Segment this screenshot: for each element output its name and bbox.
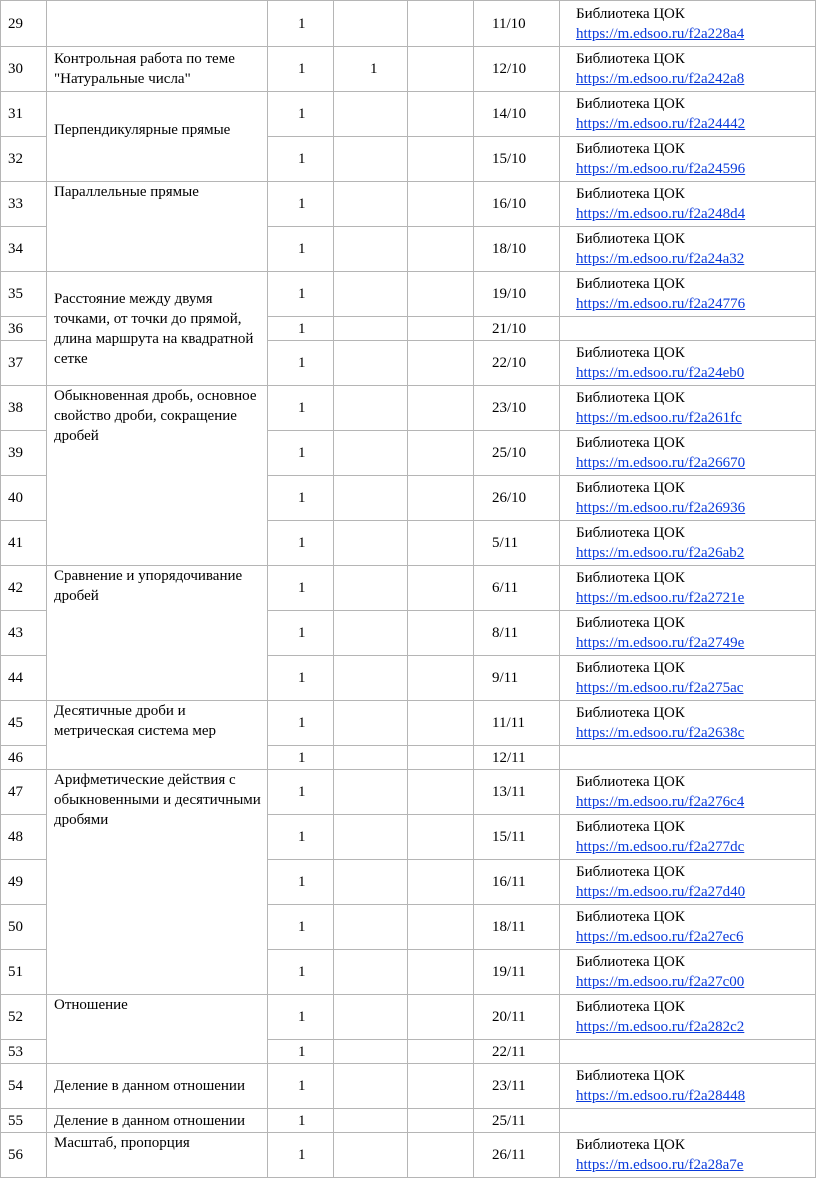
table-row bbox=[1, 182, 816, 227]
row-number: 43 bbox=[1, 611, 47, 656]
resource-link[interactable]: https://m.edsoo.ru/f2a228a4 bbox=[576, 25, 745, 42]
hours-total: 1 bbox=[268, 1064, 334, 1109]
row-number: 52 bbox=[1, 995, 47, 1040]
lesson-date: 21/10 bbox=[474, 317, 560, 341]
hours-practice bbox=[408, 1064, 474, 1109]
hours-control bbox=[334, 521, 408, 566]
digital-resource bbox=[560, 701, 816, 746]
hours-total: 1 bbox=[268, 386, 334, 431]
row-number: 40 bbox=[1, 476, 47, 521]
hours-total: 1 bbox=[268, 1133, 334, 1178]
hours-practice bbox=[408, 521, 474, 566]
digital-resource bbox=[560, 746, 816, 770]
row-number: 50 bbox=[1, 905, 47, 950]
lesson-date: 23/11 bbox=[474, 1064, 560, 1109]
table-row bbox=[1, 995, 816, 1040]
table-row bbox=[1, 92, 816, 137]
hours-total: 1 bbox=[268, 1, 334, 47]
resource-link[interactable]: https://m.edsoo.ru/f2a26936 bbox=[576, 500, 746, 516]
resource-title: Библиотека ЦОК bbox=[576, 864, 685, 880]
row-number: 35 bbox=[1, 272, 47, 317]
digital-resource bbox=[560, 341, 816, 386]
lesson-date: 12/10 bbox=[474, 47, 560, 92]
resource-title: Библиотека ЦОК bbox=[576, 909, 685, 925]
resource-link[interactable]: https://m.edsoo.ru/f2a24776 bbox=[576, 296, 746, 312]
lesson-topic: Масштаб, пропорция bbox=[47, 1133, 268, 1178]
row-number: 37 bbox=[1, 341, 47, 386]
resource-title: Библиотека ЦОК bbox=[576, 615, 685, 631]
lesson-topic bbox=[47, 1, 268, 47]
digital-resource bbox=[560, 815, 816, 860]
resource-link[interactable]: https://m.edsoo.ru/f2a27d40 bbox=[576, 884, 746, 900]
resource-title: Библиотека ЦОК bbox=[576, 5, 685, 22]
resource-title: Библиотека ЦОК bbox=[576, 435, 685, 451]
hours-total: 1 bbox=[268, 995, 334, 1040]
hours-control bbox=[334, 272, 408, 317]
digital-resource bbox=[560, 137, 816, 182]
hours-control bbox=[334, 431, 408, 476]
row-number: 41 bbox=[1, 521, 47, 566]
lesson-topic: Параллельные прямые bbox=[47, 182, 268, 272]
hours-total: 1 bbox=[268, 746, 334, 770]
lesson-topic: Арифметические действия с обыкновенными и десятичными дробями bbox=[47, 770, 268, 995]
resource-title: Библиотека ЦОК bbox=[576, 819, 685, 835]
hours-control bbox=[334, 770, 408, 815]
resource-link[interactable]: https://m.edsoo.ru/f2a26670 bbox=[576, 455, 746, 471]
lesson-topic: Контрольная работа по теме "Натуральные числа" bbox=[47, 47, 268, 92]
resource-title: Библиотека ЦОК bbox=[576, 141, 685, 157]
digital-resource bbox=[560, 1040, 816, 1064]
hours-practice bbox=[408, 1, 474, 47]
digital-resource bbox=[560, 1109, 816, 1133]
row-number: 48 bbox=[1, 815, 47, 860]
resource-title: Библиотека ЦОК bbox=[576, 276, 685, 292]
hours-control bbox=[334, 1064, 408, 1109]
resource-link[interactable]: https://m.edsoo.ru/f2a28448 bbox=[576, 1088, 746, 1104]
lesson-date: 14/10 bbox=[474, 92, 560, 137]
row-number: 39 bbox=[1, 431, 47, 476]
row-number: 32 bbox=[1, 137, 47, 182]
hours-practice bbox=[408, 905, 474, 950]
hours-control bbox=[334, 1109, 408, 1133]
hours-practice bbox=[408, 995, 474, 1040]
digital-resource bbox=[560, 386, 816, 431]
lesson-date: 15/10 bbox=[474, 137, 560, 182]
lesson-topic: Сравнение и упорядочивание дробей bbox=[47, 566, 268, 701]
lesson-date: 26/10 bbox=[474, 476, 560, 521]
row-number: 51 bbox=[1, 950, 47, 995]
resource-link[interactable]: https://m.edsoo.ru/f2a276c4 bbox=[576, 794, 745, 810]
hours-practice bbox=[408, 950, 474, 995]
hours-control bbox=[334, 317, 408, 341]
resource-link[interactable]: https://m.edsoo.ru/f2a28a7e bbox=[576, 1157, 744, 1173]
hours-total: 1 bbox=[268, 317, 334, 341]
hours-total: 1 bbox=[268, 566, 334, 611]
hours-practice bbox=[408, 815, 474, 860]
resource-title: Библиотека ЦОК bbox=[576, 774, 685, 790]
table-row bbox=[1, 47, 816, 92]
digital-resource bbox=[560, 47, 816, 92]
lesson-date: 16/11 bbox=[474, 860, 560, 905]
hours-total: 1 bbox=[268, 1040, 334, 1064]
digital-resource bbox=[560, 227, 816, 272]
resource-link[interactable]: https://m.edsoo.ru/f2a261fc bbox=[576, 410, 742, 426]
hours-total: 1 bbox=[268, 476, 334, 521]
hours-total: 1 bbox=[268, 227, 334, 272]
digital-resource bbox=[560, 272, 816, 317]
lesson-date: 13/11 bbox=[474, 770, 560, 815]
hours-control bbox=[334, 701, 408, 746]
hours-practice bbox=[408, 137, 474, 182]
digital-resource bbox=[560, 770, 816, 815]
lesson-date: 25/11 bbox=[474, 1109, 560, 1133]
hours-practice bbox=[408, 272, 474, 317]
lesson-topic: Десятичные дроби и метрическая система мер bbox=[47, 701, 268, 770]
lesson-date: 11/10 bbox=[474, 1, 560, 47]
resource-title: Библиотека ЦОК bbox=[576, 51, 685, 67]
hours-practice bbox=[408, 1109, 474, 1133]
hours-total: 1 bbox=[268, 701, 334, 746]
lesson-date: 12/11 bbox=[474, 746, 560, 770]
row-number: 55 bbox=[1, 1109, 47, 1133]
hours-control bbox=[334, 611, 408, 656]
hours-control bbox=[334, 182, 408, 227]
resource-link[interactable]: https://m.edsoo.ru/f2a27c00 bbox=[576, 974, 745, 990]
hours-total: 1 bbox=[268, 950, 334, 995]
hours-total: 1 bbox=[268, 656, 334, 701]
digital-resource bbox=[560, 1, 816, 47]
resource-title: Библиотека ЦОК bbox=[576, 345, 685, 361]
hours-total: 1 bbox=[268, 137, 334, 182]
resource-title: Библиотека ЦОК bbox=[576, 186, 685, 202]
hours-control bbox=[334, 137, 408, 182]
hours-control bbox=[334, 815, 408, 860]
lesson-date: 22/11 bbox=[474, 1040, 560, 1064]
digital-resource bbox=[560, 521, 816, 566]
row-number: 31 bbox=[1, 92, 47, 137]
row-number: 47 bbox=[1, 770, 47, 815]
hours-control bbox=[334, 995, 408, 1040]
lesson-date: 8/11 bbox=[474, 611, 560, 656]
lesson-date: 18/10 bbox=[474, 227, 560, 272]
lesson-date: 26/11 bbox=[474, 1133, 560, 1178]
table-row bbox=[1, 1, 816, 47]
hours-practice bbox=[408, 746, 474, 770]
hours-practice bbox=[408, 227, 474, 272]
hours-control bbox=[334, 905, 408, 950]
table-row bbox=[1, 1133, 816, 1178]
lesson-date: 19/11 bbox=[474, 950, 560, 995]
hours-practice bbox=[408, 611, 474, 656]
hours-total: 1 bbox=[268, 1109, 334, 1133]
resource-link[interactable]: https://m.edsoo.ru/f2a24eb0 bbox=[576, 365, 745, 381]
resource-link[interactable]: https://m.edsoo.ru/f2a27ec6 bbox=[576, 929, 744, 945]
resource-title: Библиотека ЦОК bbox=[576, 999, 685, 1015]
resource-title: Библиотека ЦОК bbox=[576, 705, 685, 721]
row-number: 56 bbox=[1, 1133, 47, 1178]
hours-total: 1 bbox=[268, 92, 334, 137]
lesson-topic: Расстояние между двумя точками, от точки до прямой, длина маршрута на квадратной сетке bbox=[47, 272, 268, 386]
hours-practice bbox=[408, 341, 474, 386]
hours-practice bbox=[408, 182, 474, 227]
row-number: 36 bbox=[1, 317, 47, 341]
lesson-date: 16/10 bbox=[474, 182, 560, 227]
resource-title: Библиотека ЦОК bbox=[576, 480, 685, 496]
table-row bbox=[1, 272, 816, 317]
digital-resource bbox=[560, 1133, 816, 1178]
hours-control bbox=[334, 1040, 408, 1064]
digital-resource bbox=[560, 566, 816, 611]
hours-practice bbox=[408, 656, 474, 701]
hours-practice bbox=[408, 386, 474, 431]
hours-control bbox=[334, 860, 408, 905]
hours-total: 1 bbox=[268, 770, 334, 815]
table-body bbox=[1, 1, 816, 1178]
resource-title: Библиотека ЦОК bbox=[576, 96, 685, 112]
lesson-topic: Перпендикулярные прямые bbox=[47, 92, 268, 182]
resource-link[interactable]: https://m.edsoo.ru/f2a2749e bbox=[576, 635, 745, 651]
row-number: 42 bbox=[1, 566, 47, 611]
hours-control bbox=[334, 92, 408, 137]
lesson-date: 22/10 bbox=[474, 341, 560, 386]
table-row bbox=[1, 1064, 816, 1109]
resource-title: Библиотека ЦОК bbox=[576, 660, 685, 676]
hours-control: 1 bbox=[334, 47, 408, 92]
lesson-topic: Отношение bbox=[47, 995, 268, 1064]
lesson-topic: Деление в данном отношении bbox=[47, 1064, 268, 1109]
digital-resource bbox=[560, 317, 816, 341]
row-number: 34 bbox=[1, 227, 47, 272]
hours-control bbox=[334, 1, 408, 47]
digital-resource bbox=[560, 476, 816, 521]
table-row bbox=[1, 566, 816, 611]
resource-title: Библиотека ЦОК bbox=[576, 954, 685, 970]
resource-title: Библиотека ЦОК bbox=[576, 525, 685, 541]
row-number: 44 bbox=[1, 656, 47, 701]
lesson-date: 9/11 bbox=[474, 656, 560, 701]
hours-total: 1 bbox=[268, 611, 334, 656]
resource-link[interactable]: https://m.edsoo.ru/f2a24a32 bbox=[576, 251, 745, 267]
hours-practice bbox=[408, 566, 474, 611]
lesson-date: 23/10 bbox=[474, 386, 560, 431]
resource-title: Библиотека ЦОК bbox=[576, 231, 685, 247]
hours-control bbox=[334, 227, 408, 272]
hours-total: 1 bbox=[268, 860, 334, 905]
hours-practice bbox=[408, 860, 474, 905]
resource-link[interactable]: https://m.edsoo.ru/f2a277dc bbox=[576, 839, 745, 855]
row-number: 53 bbox=[1, 1040, 47, 1064]
hours-total: 1 bbox=[268, 341, 334, 386]
resource-link[interactable]: https://m.edsoo.ru/f2a2638c bbox=[576, 725, 745, 741]
resource-link[interactable]: https://m.edsoo.ru/f2a26ab2 bbox=[576, 545, 745, 561]
hours-total: 1 bbox=[268, 815, 334, 860]
lesson-date: 25/10 bbox=[474, 431, 560, 476]
hours-practice bbox=[408, 47, 474, 92]
resource-title: Библиотека ЦОК bbox=[576, 390, 685, 406]
resource-link[interactable]: https://m.edsoo.ru/f2a24596 bbox=[576, 161, 746, 177]
resource-title: Библиотека ЦОК bbox=[576, 570, 685, 586]
resource-link[interactable]: https://m.edsoo.ru/f2a275ac bbox=[576, 680, 744, 696]
digital-resource bbox=[560, 182, 816, 227]
hours-total: 1 bbox=[268, 182, 334, 227]
digital-resource bbox=[560, 1064, 816, 1109]
lesson-date: 11/11 bbox=[474, 701, 560, 746]
digital-resource bbox=[560, 995, 816, 1040]
lesson-date: 6/11 bbox=[474, 566, 560, 611]
hours-practice bbox=[408, 770, 474, 815]
row-number: 49 bbox=[1, 860, 47, 905]
hours-control bbox=[334, 1133, 408, 1178]
row-number: 33 bbox=[1, 182, 47, 227]
digital-resource bbox=[560, 656, 816, 701]
resource-title: Библиотека ЦОК bbox=[576, 1137, 685, 1153]
table-row bbox=[1, 701, 816, 746]
lesson-topic: Обыкновенная дробь, основное свойство дроби, сокращение дробей bbox=[47, 386, 268, 566]
resource-title: Библиотека ЦОК bbox=[576, 1068, 685, 1084]
digital-resource bbox=[560, 431, 816, 476]
row-number: 38 bbox=[1, 386, 47, 431]
hours-total: 1 bbox=[268, 905, 334, 950]
hours-practice bbox=[408, 1040, 474, 1064]
hours-practice bbox=[408, 476, 474, 521]
resource-link[interactable]: https://m.edsoo.ru/f2a242a8 bbox=[576, 71, 745, 87]
hours-control bbox=[334, 566, 408, 611]
lesson-topic: Деление в данном отношении bbox=[47, 1109, 268, 1133]
hours-total: 1 bbox=[268, 431, 334, 476]
resource-link[interactable]: https://m.edsoo.ru/f2a24442 bbox=[576, 116, 746, 132]
hours-total: 1 bbox=[268, 521, 334, 566]
resource-link[interactable]: https://m.edsoo.ru/f2a2721e bbox=[576, 590, 745, 606]
hours-practice bbox=[408, 1133, 474, 1178]
digital-resource bbox=[560, 611, 816, 656]
lesson-date: 18/11 bbox=[474, 905, 560, 950]
table-row bbox=[1, 1109, 816, 1133]
digital-resource bbox=[560, 950, 816, 995]
table-row bbox=[1, 770, 816, 815]
hours-practice bbox=[408, 431, 474, 476]
row-number: 46 bbox=[1, 746, 47, 770]
digital-resource bbox=[560, 905, 816, 950]
digital-resource bbox=[560, 92, 816, 137]
lesson-date: 20/11 bbox=[474, 995, 560, 1040]
resource-link[interactable]: https://m.edsoo.ru/f2a282c2 bbox=[576, 1019, 745, 1035]
lesson-date: 19/10 bbox=[474, 272, 560, 317]
hours-control bbox=[334, 476, 408, 521]
resource-link[interactable]: https://m.edsoo.ru/f2a248d4 bbox=[576, 206, 746, 222]
row-number: 54 bbox=[1, 1064, 47, 1109]
hours-control bbox=[334, 386, 408, 431]
lesson-date: 5/11 bbox=[474, 521, 560, 566]
row-number: 30 bbox=[1, 47, 47, 92]
hours-practice bbox=[408, 317, 474, 341]
hours-practice bbox=[408, 701, 474, 746]
hours-control bbox=[334, 656, 408, 701]
hours-practice bbox=[408, 92, 474, 137]
hours-total: 1 bbox=[268, 272, 334, 317]
lesson-date: 15/11 bbox=[474, 815, 560, 860]
hours-control bbox=[334, 341, 408, 386]
table-row bbox=[1, 386, 816, 431]
digital-resource bbox=[560, 860, 816, 905]
row-number: 45 bbox=[1, 701, 47, 746]
row-number: 29 bbox=[1, 1, 47, 47]
hours-control bbox=[334, 950, 408, 995]
hours-total: 1 bbox=[268, 47, 334, 92]
hours-control bbox=[334, 746, 408, 770]
